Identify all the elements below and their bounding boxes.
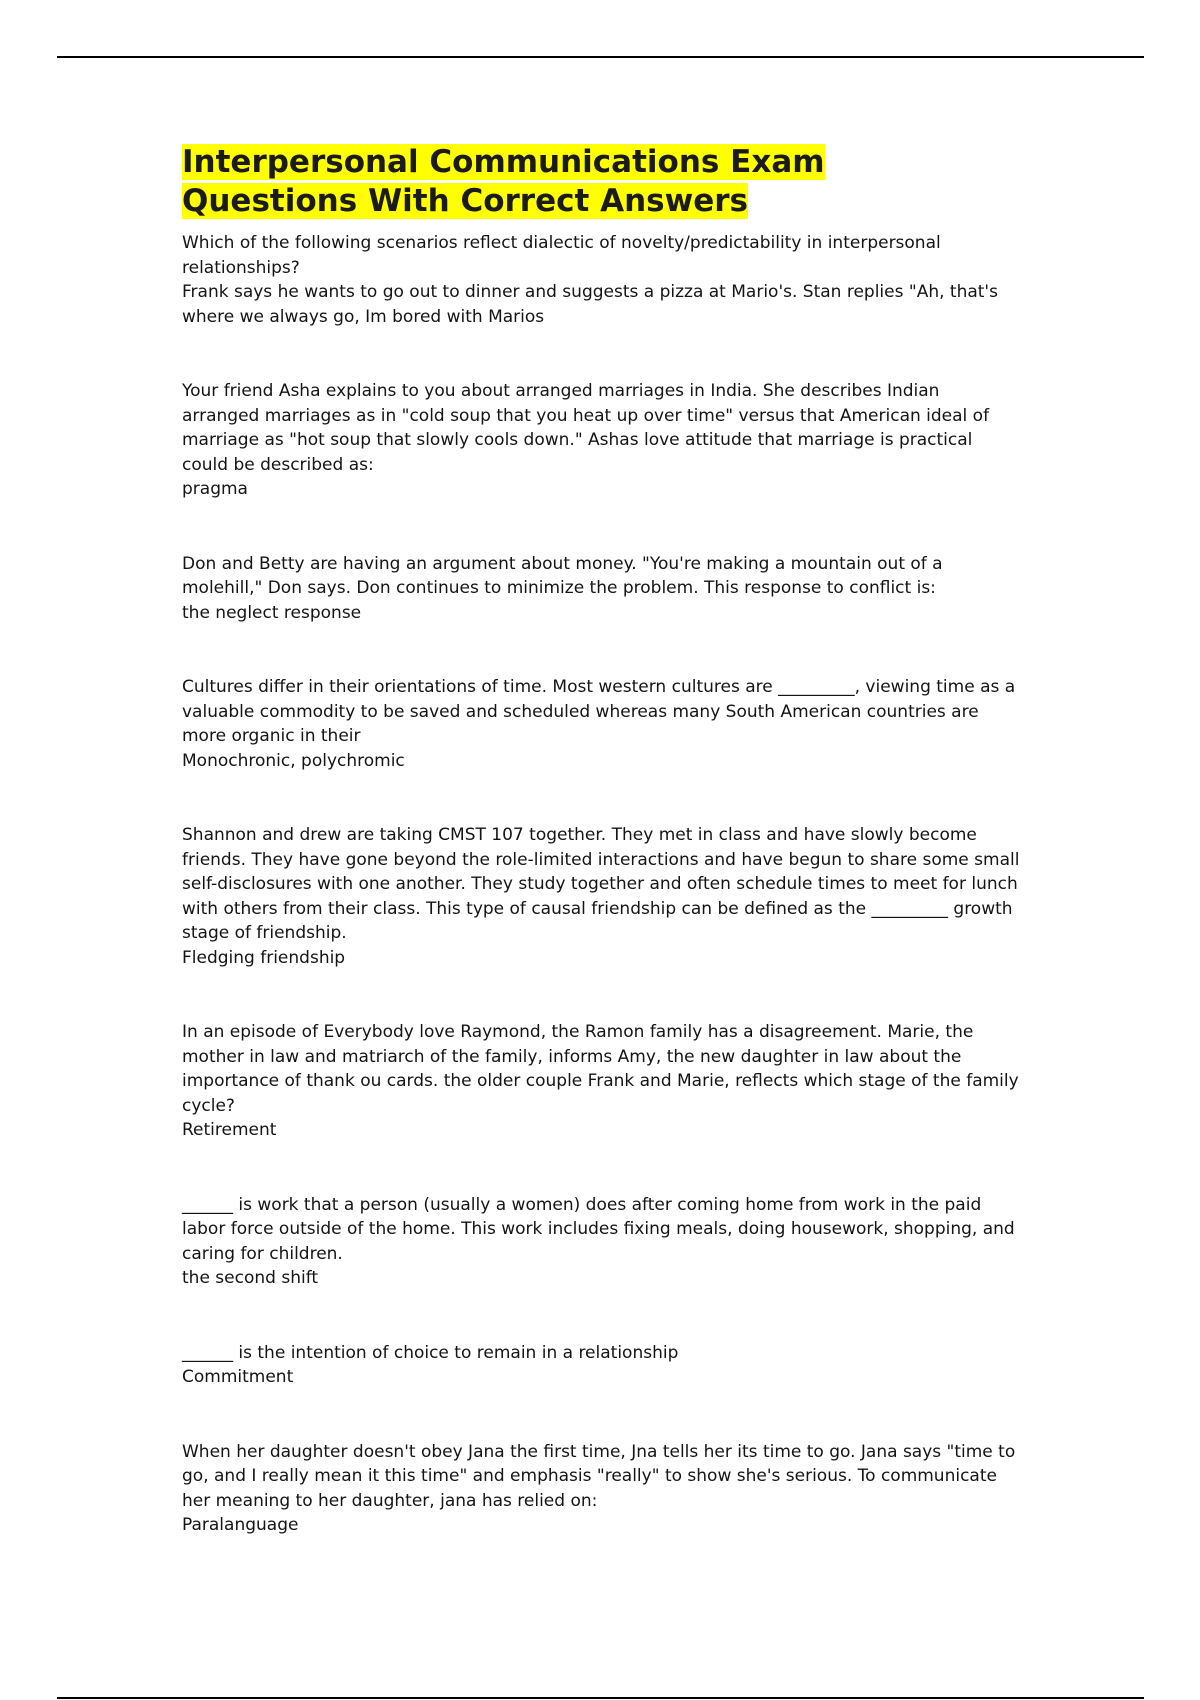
question-text: When her daughter doesn't obey Jana the first time, Jna tells her its time to go. Jana says "time to go, and I really mean it this time" and emphasis "really" to show she's serious. To communicate her meaning to her daughter, jana has relied on: [182, 1441, 1016, 1511]
question-text: Which of the following scenarios reflect dialectic of novelty/predictability in interpersonal relationships? [182, 233, 941, 278]
answer-text: Commitment [182, 1367, 294, 1387]
question-text: In an episode of Everybody love Raymond, the Ramon family has a disagreement. Marie, the mother in law and matriarch of the family, informs Amy, the new daughter in law about the importance of thank ou cards. the older couple Frank and Marie, reflects which stage of the family cycle? [182, 1022, 1019, 1116]
qa-item [182, 552, 1020, 626]
qa-item [182, 1193, 1020, 1291]
title-line-2: Questions With Correct Answers [182, 183, 749, 219]
answer-text: Retirement [182, 1120, 277, 1140]
answer-text: the second shift [182, 1268, 319, 1288]
question-text: Cultures differ in their orientations of time. Most western cultures are _________, viewing time as a valuable commodity to be saved and scheduled whereas many South American countries are more organic in their [182, 677, 1016, 746]
question-text: Don and Betty are having an argument about money. "You're making a mountain out of a molehill," Don says. Don continues to minimize the problem. This response to conflict is: [182, 553, 943, 598]
answer-text: Fledging friendship [182, 947, 346, 968]
answer-text: Frank says he wants to go out to dinner and suggests a pizza at Mario's. Stan replies "Ah, that's where we always go, Im bored with Marios [182, 282, 998, 327]
document-body [182, 143, 1020, 1538]
bottom-rule [57, 1697, 1144, 1699]
question-text: ______ is work that a person (usually a women) does after coming home from work in the paid labor force outside of the home. This work includes fixing meals, doing housework, shopping, and caring for children. [182, 1194, 1015, 1264]
qa-item [182, 1020, 1020, 1143]
answer-text: the neglect response [182, 602, 362, 623]
qa-item [182, 231, 1020, 329]
title-line-1: Interpersonal Communications Exam [182, 144, 825, 180]
answer-text: Paralanguage [182, 1515, 299, 1535]
qa-item [182, 1440, 1020, 1538]
qa-item [182, 379, 1020, 502]
qa-item [182, 823, 1020, 970]
question-text: ______ is the intention of choice to remain in a relationship [182, 1342, 679, 1363]
qa-item [182, 1341, 1020, 1390]
qa-item [182, 675, 1020, 773]
question-text: Shannon and drew are taking CMST 107 together. They met in class and have slowly become friends. They have gone beyond the role-limited interactions and have begun to share some small self-disclosures with one another. They study together and often schedule times to meet for lunch with others from their class. This type of causal friendship can be defined as the _________ growth stage of friendship. [182, 825, 1020, 943]
document-title [182, 143, 1020, 221]
question-text: Your friend Asha explains to you about arranged marriages in India. She describes Indian arranged marriages as in "cold soup that you heat up over time" versus that American ideal of marriage as "hot soup that slowly cools down." Ashas love attitude that marriage is practical could be described as: [182, 381, 990, 475]
answer-text: Monochronic, polychromic [182, 750, 405, 771]
answer-text: pragma [182, 479, 248, 499]
top-rule [57, 56, 1144, 58]
